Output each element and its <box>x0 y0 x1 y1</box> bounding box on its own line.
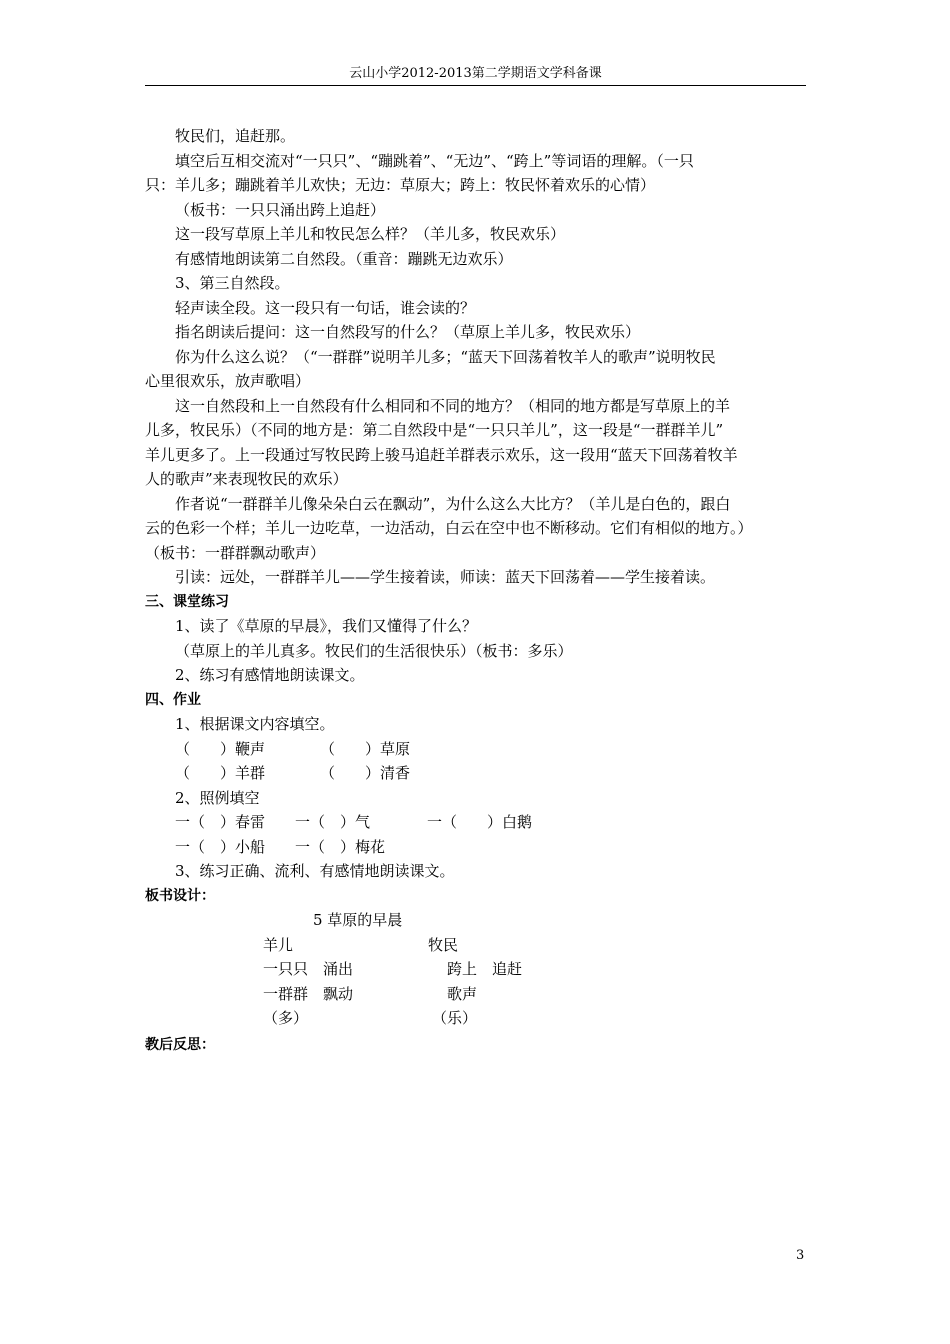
fill-blank-item: （ ）草原 <box>320 739 411 758</box>
fill-blank-item: 一（ ）春雷 <box>175 813 266 831</box>
text-line: 云的色彩一个样；羊儿一边吃草，一边活动，白云在空中也不断移动。它们有相似的地方。） <box>145 519 753 537</box>
blackboard-item: （乐） <box>432 1009 478 1027</box>
text-line: （板书：一只只涌出跨上追赶） <box>175 200 386 219</box>
text-line: 你为什么这么说？（“一群群”说明羊儿多；“蓝天下回荡着牧羊人的歌声”说明牧民 <box>175 347 716 366</box>
text-line: 3、第三自然段。 <box>175 274 290 292</box>
text-line: 2、照例填空 <box>175 788 260 807</box>
text-line: 只：羊儿多；蹦跳着羊儿欢快；无边：草原大；跨上：牧民怀着欢乐的心情） <box>145 176 656 194</box>
blackboard-item: （多） <box>263 1009 309 1027</box>
text-line: 填空后互相交流对“一只只”、“蹦跳着”、“无边”、“跨上”等词语的理解。（一只 <box>175 151 694 170</box>
section-heading: 板书设计： <box>145 887 215 904</box>
page-header: 云山小学2012-2013第二学期语文学科备课 <box>349 66 602 81</box>
section-heading: 教后反思： <box>145 1037 215 1053</box>
fill-blank-row <box>145 761 806 786</box>
fill-blank-item: 一（ ）白鹅 <box>427 813 533 831</box>
fill-blank-row <box>145 835 806 860</box>
text-line: 这一段写草原上羊儿和牧民怎么样？（羊儿多，牧民欢乐） <box>175 225 566 243</box>
text-line: 心里很欢乐，放声歌唱） <box>145 372 311 390</box>
text-line: （板书：一群群飘动歌声） <box>145 543 326 562</box>
text-line: 羊儿更多了。上一段通过写牧民跨上骏马追赶羊群表示欢乐，这一段用“蓝天下回荡着牧羊 <box>145 445 738 464</box>
fill-blank-item: （ ）羊群 <box>175 764 266 782</box>
document-body <box>145 124 806 1058</box>
text-line: （草原上的羊儿真多。牧民们的生活很快乐）（板书：多乐） <box>175 641 573 660</box>
blackboard-title: 5 草原的早晨 <box>313 911 403 929</box>
header-rule <box>145 85 806 86</box>
blackboard-item: 牧民 <box>428 935 459 954</box>
text-line: 3、练习正确、流利、有感情地朗读课文。 <box>175 862 455 880</box>
fill-blank-item: （ ）清香 <box>320 764 411 782</box>
text-line: 人的歌声”来表现牧民的欢乐） <box>145 470 348 488</box>
fill-blank-item: 一（ ）小船 <box>175 837 266 856</box>
text-line: 有感情地朗读第二自然段。（重音：蹦跳无边欢乐） <box>175 249 513 268</box>
text-line: 1、读了《草原的早晨》，我们又懂得了什么？ <box>175 617 478 635</box>
text-line: 轻声读全段。这一段只有一句话，谁会读的？ <box>175 298 476 317</box>
text-line: 这一自然段和上一自然段有什么相同和不同的地方？（相同的地方都是写草原上的羊 <box>175 396 731 415</box>
fill-blank-item: 一（ ）梅花 <box>295 837 386 856</box>
text-line: 引读：远处，一群群羊儿——学生接着读，师读：蓝天下回荡着——学生接着读。 <box>175 568 716 586</box>
page-number: 3 <box>796 1248 805 1263</box>
text-line: 儿多，牧民乐）（不同的地方是：第二自然段中是“一只只羊儿”，这一段是“一群群羊儿” <box>145 421 724 439</box>
text-line: 作者说“一群群羊儿像朵朵白云在飘动”，为什么这么大比方？（羊儿是白色的，跟白 <box>175 494 731 513</box>
blackboard-item: 一只只 涌出 <box>263 960 354 978</box>
text-line: 指名朗读后提问：这一自然段写的什么？（草原上羊儿多，牧民欢乐） <box>175 323 641 341</box>
section-heading: 四、作业 <box>145 691 201 708</box>
blackboard-item: 跨上 追赶 <box>447 960 523 978</box>
blackboard-item: 羊儿 <box>263 935 294 954</box>
blackboard-design <box>145 908 806 1033</box>
section-heading: 三、课堂练习 <box>145 593 229 610</box>
blackboard-item: 歌声 <box>447 984 478 1003</box>
text-line: 1、根据课文内容填空。 <box>175 715 335 733</box>
fill-blank-row <box>145 737 806 762</box>
text-line: 2、练习有感情地朗读课文。 <box>175 666 365 684</box>
blackboard-item: 一群群 飘动 <box>263 984 354 1003</box>
fill-blank-item: （ ）鞭声 <box>175 739 266 758</box>
fill-blank-row <box>145 810 806 835</box>
text-line: 牧民们，追赶那。 <box>175 127 296 145</box>
fill-blank-item: 一（ ）气 <box>295 813 371 831</box>
